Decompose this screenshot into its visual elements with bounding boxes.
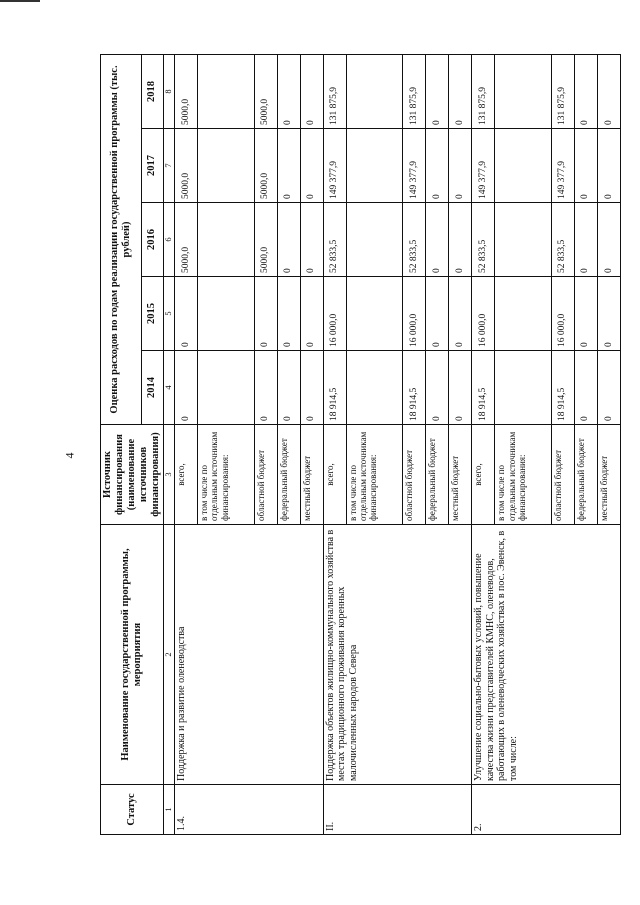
- row-name: Поддержка и развитие оленеводства: [175, 525, 324, 785]
- row-value: 52 833,5: [403, 203, 426, 277]
- row-value: 0: [175, 277, 198, 351]
- row-value: [495, 351, 551, 425]
- row-value: 0: [597, 55, 620, 129]
- row-value: 0: [426, 203, 449, 277]
- row-value: [198, 129, 254, 203]
- top-rule: [0, 0, 40, 8]
- row-value: 52 833,5: [323, 203, 346, 277]
- row-value: [346, 55, 402, 129]
- row-value: 5000,0: [254, 129, 277, 203]
- row-value: [198, 277, 254, 351]
- row-source: областной бюджет: [254, 425, 277, 525]
- row-value: 0: [449, 277, 472, 351]
- row-value: 0: [574, 55, 597, 129]
- header-status: Статус: [101, 785, 164, 835]
- row-value: 0: [597, 203, 620, 277]
- row-value: 149 377,9: [472, 129, 495, 203]
- row-value: 0: [300, 129, 323, 203]
- row-value: 0: [597, 129, 620, 203]
- budget-table: [100, 54, 621, 835]
- column-number: 1: [164, 785, 175, 835]
- row-value: 131 875,9: [551, 55, 574, 129]
- row-value: 0: [277, 55, 300, 129]
- row-value: [198, 55, 254, 129]
- row-value: 149 377,9: [323, 129, 346, 203]
- row-value: 18 914,5: [403, 351, 426, 425]
- header-year: 2015: [141, 277, 164, 351]
- row-source: в том числе по отдельным источникам финансирования:: [346, 425, 402, 525]
- row-value: 0: [574, 351, 597, 425]
- row-value: 0: [254, 277, 277, 351]
- row-value: 0: [300, 203, 323, 277]
- row-value: 0: [426, 351, 449, 425]
- row-source: областной бюджет: [403, 425, 426, 525]
- row-value: 5000,0: [175, 203, 198, 277]
- row-value: 16 000,0: [472, 277, 495, 351]
- row-name: Поддержка объектов жилищно-коммунального хозяйства в местах традиционного проживания коренных малочисленных народов Севера: [323, 525, 472, 785]
- row-value: 0: [175, 351, 198, 425]
- row-value: 18 914,5: [551, 351, 574, 425]
- row-source: всего,: [472, 425, 495, 525]
- column-number-row: [164, 55, 175, 835]
- row-value: [495, 277, 551, 351]
- rotated-table-container: [100, 55, 614, 835]
- row-name: Улучшение социально-бытовых условий, повышение качества жизни представителей КМНС, оленеводов, работающих в оленеводческих хозяйствах в пос. Эвенск, в том числе:: [472, 525, 621, 785]
- column-number: 7: [164, 129, 175, 203]
- row-source: местный бюджет: [597, 425, 620, 525]
- header-year: 2017: [141, 129, 164, 203]
- row-value: 149 377,9: [551, 129, 574, 203]
- row-value: 0: [574, 277, 597, 351]
- column-number: 4: [164, 351, 175, 425]
- page-number: 4: [62, 452, 77, 459]
- row-value: 0: [277, 129, 300, 203]
- header-year: 2014: [141, 351, 164, 425]
- column-number: 3: [164, 425, 175, 525]
- row-status: 2.: [472, 785, 621, 835]
- row-source: всего,: [175, 425, 198, 525]
- row-value: 5000,0: [254, 55, 277, 129]
- row-value: 0: [254, 351, 277, 425]
- row-value: 0: [574, 203, 597, 277]
- table-row: [472, 55, 495, 835]
- column-number: 5: [164, 277, 175, 351]
- row-value: 131 875,9: [472, 55, 495, 129]
- row-value: [346, 129, 402, 203]
- row-value: 0: [277, 351, 300, 425]
- row-source: федеральный бюджет: [426, 425, 449, 525]
- column-number: 6: [164, 203, 175, 277]
- row-value: [198, 351, 254, 425]
- header-year: 2018: [141, 55, 164, 129]
- row-value: 0: [597, 351, 620, 425]
- row-source: федеральный бюджет: [277, 425, 300, 525]
- table-body: [175, 55, 621, 835]
- header-estimate: Оценка расходов по годам реализации государственной программы (тыс. рублей): [101, 55, 142, 425]
- row-source: в том числе по отдельным источникам финансирования:: [198, 425, 254, 525]
- row-value: 5000,0: [254, 203, 277, 277]
- row-source: в том числе по отдельным источникам финансирования:: [495, 425, 551, 525]
- row-value: 18 914,5: [323, 351, 346, 425]
- row-value: [346, 203, 402, 277]
- row-value: 0: [449, 55, 472, 129]
- row-source: федеральный бюджет: [574, 425, 597, 525]
- header-year: 2016: [141, 203, 164, 277]
- row-source: областной бюджет: [551, 425, 574, 525]
- column-number: 2: [164, 525, 175, 785]
- row-value: 0: [277, 277, 300, 351]
- row-value: 0: [277, 203, 300, 277]
- row-value: 0: [300, 277, 323, 351]
- row-value: [495, 55, 551, 129]
- row-status: 1.4.: [175, 785, 324, 835]
- row-value: 149 377,9: [403, 129, 426, 203]
- row-value: 0: [300, 351, 323, 425]
- row-value: [495, 203, 551, 277]
- row-value: 0: [426, 55, 449, 129]
- row-source: местный бюджет: [300, 425, 323, 525]
- row-value: 0: [426, 129, 449, 203]
- row-status: II.: [323, 785, 472, 835]
- row-value: [495, 129, 551, 203]
- row-value: [198, 203, 254, 277]
- row-value: 0: [449, 351, 472, 425]
- row-value: 5000,0: [175, 55, 198, 129]
- row-value: 16 000,0: [403, 277, 426, 351]
- header-source: Источник финансирования (наименование источников финансирования): [101, 425, 164, 525]
- row-value: 18 914,5: [472, 351, 495, 425]
- table-row: [323, 55, 346, 835]
- column-number: 8: [164, 55, 175, 129]
- row-value: 0: [300, 55, 323, 129]
- table-row: [175, 55, 198, 835]
- row-source: всего,: [323, 425, 346, 525]
- row-value: 16 000,0: [323, 277, 346, 351]
- row-value: 52 833,5: [472, 203, 495, 277]
- row-value: 5000,0: [175, 129, 198, 203]
- row-value: 131 875,9: [323, 55, 346, 129]
- row-source: местный бюджет: [449, 425, 472, 525]
- row-value: 131 875,9: [403, 55, 426, 129]
- row-value: [346, 277, 402, 351]
- row-value: 0: [449, 203, 472, 277]
- row-value: 52 833,5: [551, 203, 574, 277]
- row-value: 0: [574, 129, 597, 203]
- row-value: 0: [449, 129, 472, 203]
- row-value: 0: [597, 277, 620, 351]
- row-value: [346, 351, 402, 425]
- row-value: 16 000,0: [551, 277, 574, 351]
- header-name: Наименование государственной программы, мероприятия: [101, 525, 164, 785]
- row-value: 0: [426, 277, 449, 351]
